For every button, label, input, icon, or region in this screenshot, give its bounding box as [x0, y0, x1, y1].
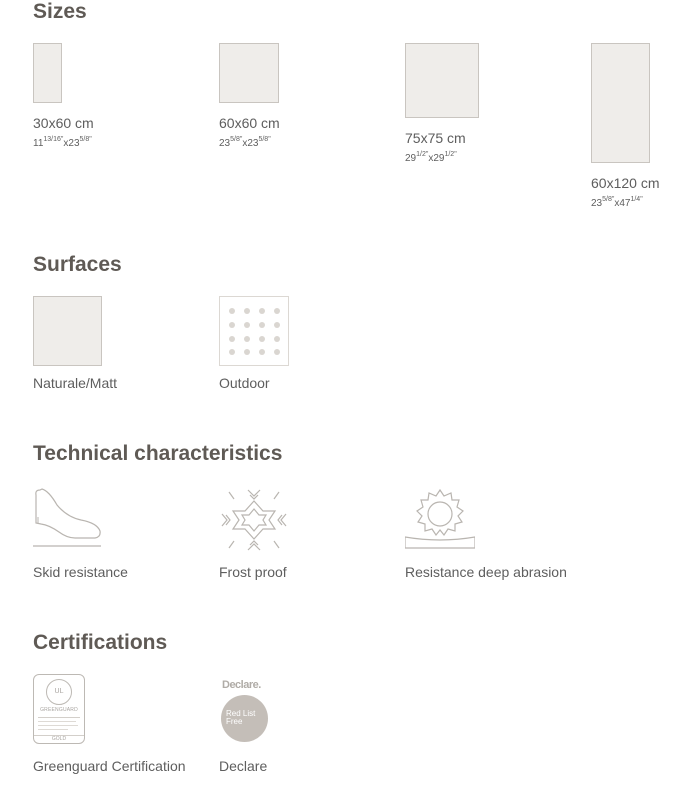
size-item-60x120[interactable] — [591, 43, 659, 209]
surface-item-naturale[interactable] — [33, 296, 183, 396]
tech-label: Resistance deep abrasion — [405, 564, 567, 580]
sizes-title: Sizes — [33, 0, 87, 23]
size-item-75x75[interactable] — [405, 43, 479, 164]
cert-label: Declare — [219, 758, 268, 774]
surface-label: Naturale/Matt — [33, 375, 118, 391]
tech-label: Skid resistance — [33, 564, 128, 580]
technical-title: Technical characteristics — [33, 442, 283, 465]
cert-item-greenguard[interactable] — [33, 674, 213, 774]
greenguard-logo-text: GREENGUARD — [40, 707, 78, 713]
surface-item-outdoor[interactable] — [219, 296, 369, 396]
size-swatch — [591, 43, 650, 163]
tech-item-abrasion — [405, 487, 605, 587]
size-inch-label: $23^{5/8"}x47^{1/4"}$ — [591, 196, 643, 209]
tech-label: Frost proof — [219, 564, 287, 580]
size-cm-label: 30x60 cm — [33, 115, 94, 131]
size-inch-label: $23^{5/8"}x23^{5/8"}$ — [219, 136, 271, 149]
declare-logo-text: Declare. — [222, 679, 261, 691]
greenguard-logo — [33, 674, 85, 744]
greenguard-gold-label: GOLD — [34, 735, 84, 742]
size-swatch — [219, 43, 279, 103]
size-cm-label: 75x75 cm — [405, 130, 466, 146]
tech-item-frost — [219, 487, 379, 587]
size-swatch — [405, 43, 479, 118]
surface-label: Outdoor — [219, 375, 270, 391]
cert-item-declare[interactable] — [219, 674, 379, 774]
size-swatch — [33, 43, 62, 103]
size-cm-label: 60x120 cm — [591, 175, 660, 191]
certifications-title: Certifications — [33, 631, 168, 654]
snowflake-icon — [219, 487, 289, 553]
surfaces-title: Surfaces — [33, 253, 122, 276]
size-item-60x60[interactable] — [219, 43, 280, 149]
ul-mark-icon: UL — [46, 679, 72, 705]
cert-label: Greenguard Certification — [33, 758, 186, 774]
size-inch-label: $11^{13/16"}x23^{5/8"}$ — [33, 136, 92, 149]
size-item-30x60[interactable] — [33, 43, 94, 149]
shoe-icon — [33, 487, 103, 549]
outdoor-dots-icon — [219, 296, 289, 366]
size-inch-label: $29^{1/2"}x29^{1/2"}$ — [405, 151, 457, 164]
tech-item-skid — [33, 487, 193, 587]
size-cm-label: 60x60 cm — [219, 115, 280, 131]
red-list-free-badge: Red List Free — [221, 695, 268, 742]
gear-abrasion-icon — [405, 487, 475, 551]
surface-swatch — [33, 296, 102, 366]
